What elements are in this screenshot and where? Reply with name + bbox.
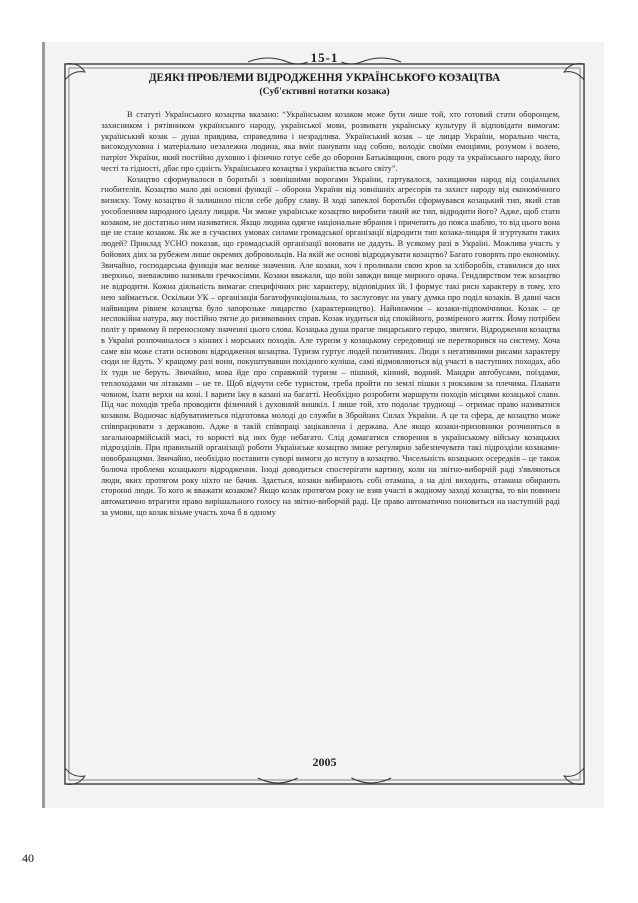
paragraph-2: Козацтво сформувалося в боротьбі з зовнішніми ворогами України, гартувалося, захищаючи народ від соціальних гнобителів. Козацтво мало дві основні функції – оборона України від зовнішніх агресорів та захист народу від економічного визиску. Тому козацтво й залишило після себе добру славу. В ході запеклої боротьби сформувався козацький тип, який став уособленням народного ідеалу лицаря. Чи зможе українське козацтво виробити такий же тип, відродити його? Адже, щоб стати козаком, не достатньо ним називатися. Якщо людина одягне національне вбрання і причепить до пояса шаблю, то від цього вона ще не стане козаком. Як же в сучасних умовах силами громадської організації відродити тип козака-лицаря й згуртувати таких людей? Приклад УСНО показав, що громадській організації воювати не дадуть. В усякому разі в Україні. Можлива участь у бойових діях за рубежем лише окремих добровольців. На якій же основі відроджувати козацтво? Багато говорять про економіку. Звичайно, господарська функція має велике значення. Але козаки, хоч і проливали свою кров за хліборобів, ставилися до них зверхньо, зневажливо називали гречкосіями. Козаки вважали, що воїн завжди вище мирного орача. Гендлярством теж козацтво не відродити. Кожна діяльність вимагає специфічних рис характеру, відповідних їй. І формує такі риси характеру в тому, хто нею займається. Оскільки УК – організація багатофункціональна, то заслуговує на увагу думка про поділ козаків. В давні часи найвищим рівнем козацтва було запорозьке лицарство (характерництво). Найнижчим – козаки-підпомічники. Козак – це неспокійна натура, яку постійно тягне до ризикованих справ. Козак нудиться від спокійного, розміреного життя. Йому потрібен політ у прямому й переносному значенні цього слова. Козацька душа прагне лицарського герцю, звитяги. Відродження козацтва в Україні розпочиналося з кінних і морських походів. Але туризм у козацькому середовищі не перетворився на систему. Хоча саме він може стати основою відродження козацтва. Туризм гуртує людей позитивних. Люди з негативними рисами характеру сюди не йдуть. У кращому разі вони, покуштувавши похідного куліша, самі відмовляються від участі в наступних походах, або їх туди не беруть. Звичайно, мова йде про справжній туризм – пішний, кінний, водний. Мандри автобусами, поїздами, теплоходами чи літаками – не те. Щоб відчути себе туристом, треба пройти по землі пішки з рюкзаком за плечима. Плавати човном, їхати верхи на коні. І варити їжу в казані на багатті. Необхідно розробити маршрути походів місцями козацької слави. Під час походів треба проводити фізичний і духовний вишкіл. І лише той, хто подолає труднощі – отримає право називатися козаком. Водночас відбуватиметься підготовка молоді до служби в Збройних Силах України. А це та сфера, де козацтво може співпрацювати з державою. Адже в такій співпраці зацікавлена і держава. Але якщо козаки-призовники розчиняться в загальноармійській масі, то користі від них буде небагато. Слід домагатися створення в українському війську козацьких підрозділів. При правильній організації роботи Українське козацтво зможе регулярно забезпечувати такі підрозділи козаками-новобранцями. Звичайно, необхідно поставити суворі вимоги до вступу в козацтво. Чисельність козацьких осередків – це також болюча проблема козацького відродження. Іноді доводиться спостерігати картину, коли на звітно-виборчій раді з'являються люди, яких протягом року ніхто не бачив. Здається, козаки вибирають собі отамана, а на ділі виходить, отамана обирають сторонні люди. То кого ж вважати козаком? Якщо козак протягом року не взяв участі в жодному заході козацтва, то він повинен автоматично втрагити право вирішального голосу на звітно-виборчій раді. Це право автоматично поновиться на наступній раді за умови, що козак візьме участь хоча б в одному	[101, 174, 560, 517]
year-label: 2005	[312, 755, 337, 769]
article-body	[101, 110, 560, 734]
scan-page-mark: 15-1	[310, 50, 339, 65]
paragraph-1: В статуті Українського козацтва вказано: “Українським козаком може бути лише той, хто готовий стати оборонцем, захисником і рятівником українського народу, української мови, розвивати українську культуру й відповідати вимогам: український козак – душа правдива, справедлива і незрадлива. Український козак – це лицар України, морально чиста, високодуховна і матеріально незалежна людина, яка вміє панувати над собою, володіє своїми емоціями, розумом і волею, патріот України, який постійно духовно і фізично готує себе до оборони Батьківщини, свого роду та українського народу, його честі та гідності, дбає про єдність Українського козацтва і українства всього світу”.	[101, 110, 560, 173]
page-number: 40	[22, 851, 34, 865]
ornamental-frame	[59, 50, 590, 792]
scanned-page	[42, 42, 604, 808]
article-subtitle: (Суб'єктивні нотатки козака)	[259, 86, 390, 97]
article-title: ДЕЯКІ ПРОБЛЕМИ ВІДРОДЖЕННЯ УКРАЇНСЬКОГО КОЗАЦТВА	[148, 72, 501, 84]
